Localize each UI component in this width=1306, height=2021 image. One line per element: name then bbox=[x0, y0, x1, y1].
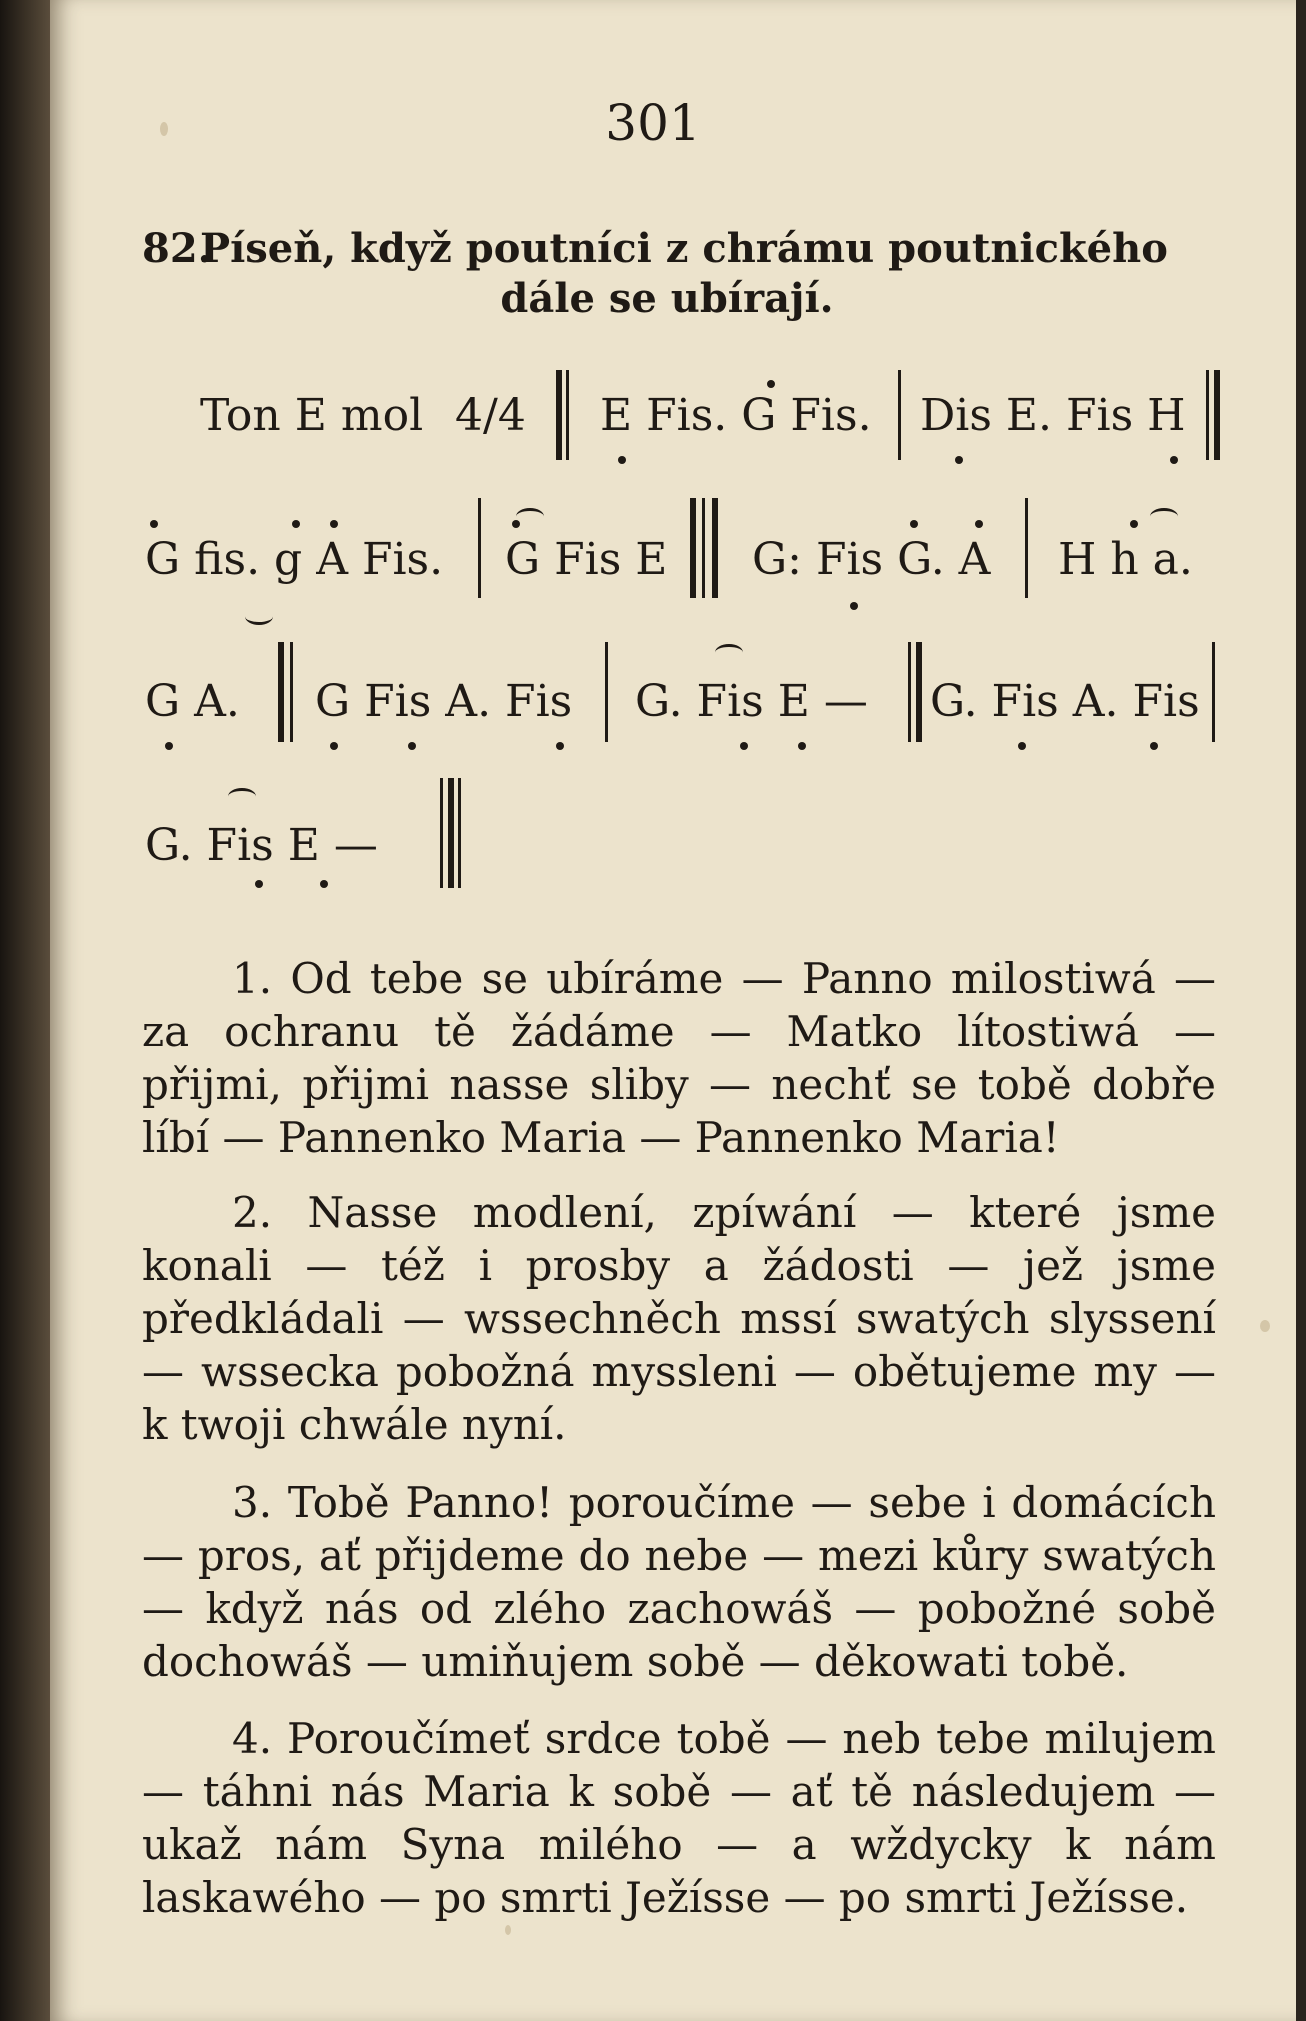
barline bbox=[440, 778, 443, 888]
note-dot bbox=[1130, 520, 1138, 528]
song-title bbox=[142, 224, 1232, 324]
barline bbox=[556, 370, 562, 460]
note-dot bbox=[255, 880, 263, 888]
melody-segment: G fis. g A Fis. bbox=[145, 534, 444, 585]
note-dot bbox=[1150, 742, 1158, 750]
stanza-number: 1. bbox=[232, 954, 273, 1003]
barline bbox=[290, 642, 293, 742]
note-dot bbox=[292, 520, 300, 528]
note-dot bbox=[1170, 456, 1178, 464]
note-dot bbox=[740, 742, 748, 750]
note-dot bbox=[330, 520, 338, 528]
melody-segment: G Fis A. Fis bbox=[315, 676, 573, 727]
melody-segment: G A. bbox=[145, 676, 240, 727]
stanza-4 bbox=[142, 1712, 1216, 1924]
melody-row-2 bbox=[0, 528, 1306, 638]
barline bbox=[908, 642, 911, 742]
barline bbox=[898, 370, 901, 460]
stanza-1 bbox=[142, 952, 1216, 1164]
note-dot bbox=[955, 456, 963, 464]
note-dot bbox=[767, 380, 775, 388]
melody-row-1 bbox=[0, 380, 1306, 490]
stanza-text: Od tebe se ubíráme — Panno milostiwá — za ochranu tě žádáme — Matko lítostiwá — přijmi, přijmi nasse sliby — nechť se tobě dobře líbí — Pannenko Maria — Pannenko Maria! bbox=[142, 954, 1216, 1162]
key-label: Ton E mol bbox=[200, 390, 424, 441]
note-dot bbox=[798, 742, 806, 750]
foxing-spot bbox=[505, 1925, 511, 1935]
barline bbox=[1206, 370, 1209, 460]
barline bbox=[1214, 370, 1220, 460]
stanza-3 bbox=[142, 1476, 1216, 1688]
song-title-line1: Píseň, když poutníci z chrámu poutnického bbox=[200, 225, 1168, 272]
foxing-spot bbox=[1260, 1320, 1270, 1332]
slur bbox=[1150, 508, 1178, 525]
note-dot bbox=[150, 520, 158, 528]
stanza-text: Nasse modlení, zpíwání — které jsme konali — též i prosby a žádosti — jež jsme předkládali — wssechněch mssí swatých slyssení — wssecka pobožná myssleni — obětujeme my — k twoji chwále nyní. bbox=[142, 1188, 1216, 1449]
barline bbox=[916, 642, 922, 742]
note-dot bbox=[850, 602, 858, 610]
slur bbox=[228, 788, 256, 805]
melody-row-4 bbox=[0, 818, 1306, 928]
note-dot bbox=[320, 880, 328, 888]
barline bbox=[1212, 642, 1215, 742]
book-binding-edge bbox=[0, 0, 50, 2021]
note-dot bbox=[1018, 742, 1026, 750]
barline bbox=[566, 370, 569, 460]
stanza-number: 2. bbox=[232, 1188, 273, 1237]
melody-segment: G. Fis A. Fis bbox=[930, 676, 1200, 727]
note-dot bbox=[556, 742, 564, 750]
note-dot bbox=[910, 520, 918, 528]
note-dot bbox=[975, 520, 983, 528]
note-dot bbox=[165, 742, 173, 750]
song-title-line2: dále se ubírají. bbox=[500, 275, 834, 322]
slur bbox=[245, 608, 273, 625]
barline bbox=[1025, 498, 1028, 598]
melody-segment: G Fis E bbox=[505, 534, 668, 585]
melody-row-3 bbox=[0, 672, 1306, 782]
stanza-number: 4. bbox=[232, 1714, 273, 1763]
note-dot bbox=[330, 742, 338, 750]
barline bbox=[278, 642, 284, 742]
meter: 4/4 bbox=[455, 390, 526, 441]
barline bbox=[690, 498, 696, 598]
melody-segment: G. Fis E — bbox=[145, 820, 378, 871]
slur bbox=[516, 508, 544, 525]
barline bbox=[605, 642, 608, 742]
melody-segment: E Fis. G Fis. bbox=[600, 390, 872, 441]
melody-segment: G: Fis G. A bbox=[752, 534, 991, 585]
stanza-2 bbox=[142, 1186, 1216, 1451]
stanza-text: Poroučímeť srdce tobě — neb tebe milujem — táhni nás Maria k sobě — ať tě následujem — ukaž nám Syna milého — a wždycky k nám laskawého — po smrti Ježísse — po smrti Ježísse. bbox=[142, 1714, 1216, 1922]
melody-segment: G. Fis E — bbox=[635, 676, 868, 727]
stanza-number: 3. bbox=[232, 1478, 273, 1527]
note-dot bbox=[408, 742, 416, 750]
song-number: 82. bbox=[142, 225, 212, 272]
slur bbox=[715, 644, 743, 661]
barline bbox=[702, 498, 705, 598]
page-number: 301 bbox=[605, 94, 701, 152]
barline bbox=[478, 498, 481, 598]
stanza-text: Tobě Panno! poroučíme — sebe i domácích — pros, ať přijdeme do nebe — mezi kůry swatých — když nás od zlého zachowáš — pobožné sobě dochowáš — umiňujem sobě — děkowati tobě. bbox=[142, 1478, 1216, 1686]
barline bbox=[712, 498, 718, 598]
melody-segment: Dis E. Fis H bbox=[920, 390, 1186, 441]
note-dot bbox=[618, 456, 626, 464]
melody-segment: H h a. bbox=[1058, 534, 1193, 585]
barline bbox=[448, 778, 454, 888]
barline bbox=[458, 778, 461, 888]
